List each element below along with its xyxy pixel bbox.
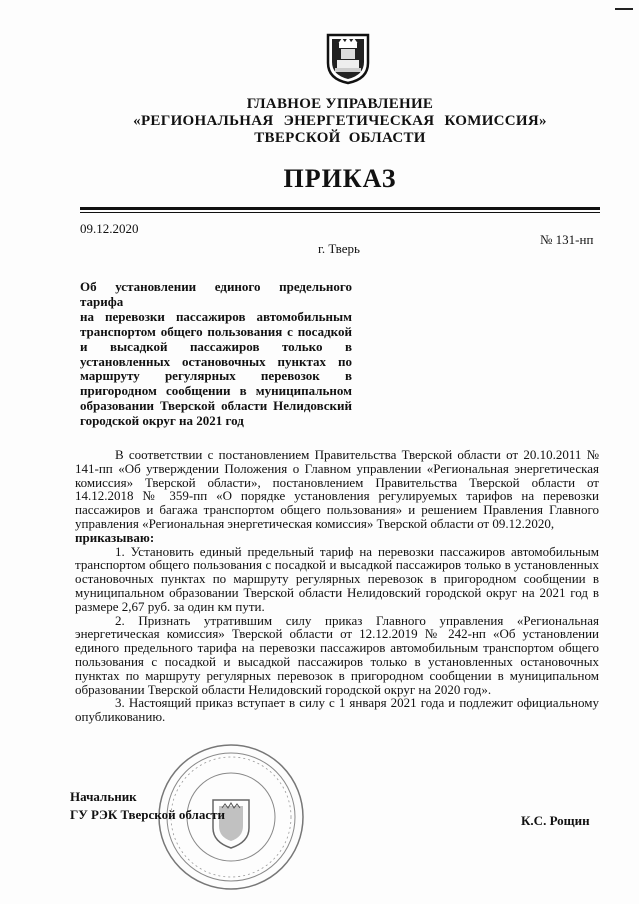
subject-line: установленных остановочных пунктах по [80,353,352,369]
org-name-line1: ГЛАВНОЕ УПРАВЛЕНИЕ [246,96,434,112]
ordered-keyword: приказываю: [75,529,155,545]
subject-line: образовании Тверской области Нелидовский [80,398,352,414]
document-title: ПРИКАЗ [283,164,397,193]
subject-line: на перевозки пассажиров автомобильным [80,308,352,324]
header-rule-thick [80,207,600,210]
signatory-role-line2: ГУ РЭК Тверской области [70,807,225,822]
preamble-paragraph: В соответствии с постановлением Правительства Тверской области от 20.10.2011 № 141-пп «Об утверждении Положения о Главном управлении «Региональная энергетическая комиссия» Тверской области», постановлением Правительства Тверской области от 14.12.2018 № 359-пп «О порядке установления регулируемых тарифов на перевозки пассажиров и багажа транспортом общего пользования» и решением Правления Главного управления «Региональная энергетическая комиссия» Тверской области от 09.12.2020, [75,447,599,531]
document-city: г. Тверь [318,241,360,256]
subject-line: городской округ на 2021 год [80,413,244,429]
order-item-2: 2. Признать утратившим силу приказ Главного управления «Региональная энергетическая комиссия» Тверской области от 12.12.2019 № 242-нп «Об установлении единого предельного тарифа на перевозки пассажиров автомобильным транспортом общего пользования с посадкой и высадкой пассажиров только в установленных остановочных пунктах по маршруту регулярных перевозок в пригородном сообщении в муниципальном образовании Тверской области Нелидовский городской округ на 2020 год». [75,612,599,697]
scan-mark [615,8,633,10]
signatory-role [70,788,225,824]
org-name-line3: ТВЕРСКОЙ ОБЛАСТИ [254,130,426,146]
document-number: № 131-нп [540,232,594,247]
subject-line: и высадкой пассажиров только в [80,338,352,354]
document-subject [80,280,352,429]
order-item-3: 3. Настоящий приказ вступает в силу с 1 января 2021 года и подлежит официальному опубликованию. [75,695,599,725]
tver-coat-of-arms-icon [326,33,370,85]
header-rule-thin [80,212,600,213]
subject-line: пригородном сообщении в муниципальном [80,383,352,399]
signatory-name: К.С. Рощин [521,813,590,828]
document-date: 09.12.2020 [80,221,139,236]
subject-line: Об установлении единого предельного тарифа [80,279,352,309]
subject-line: транспортом общего пользования с посадкой [80,323,352,339]
document-body [75,448,599,724]
org-name-line2: «РЕГИОНАЛЬНАЯ ЭНЕРГЕТИЧЕСКАЯ КОМИССИЯ» [133,113,547,129]
order-item-1: 1. Установить единый предельный тариф на перевозки пассажиров автомобильным транспортом общего пользования с посадкой и высадкой пассажиров только в установленных остановочных пунктах по маршруту регулярных перевозок в пригородном сообщении в муниципальном образовании Тверской области Нелидовский городской округ на 2021 год в размере 2,67 руб. за один км пути. [75,543,599,614]
signatory-role-line1: Начальник [70,789,137,804]
subject-line: маршруту регулярных перевозок в [80,368,352,384]
